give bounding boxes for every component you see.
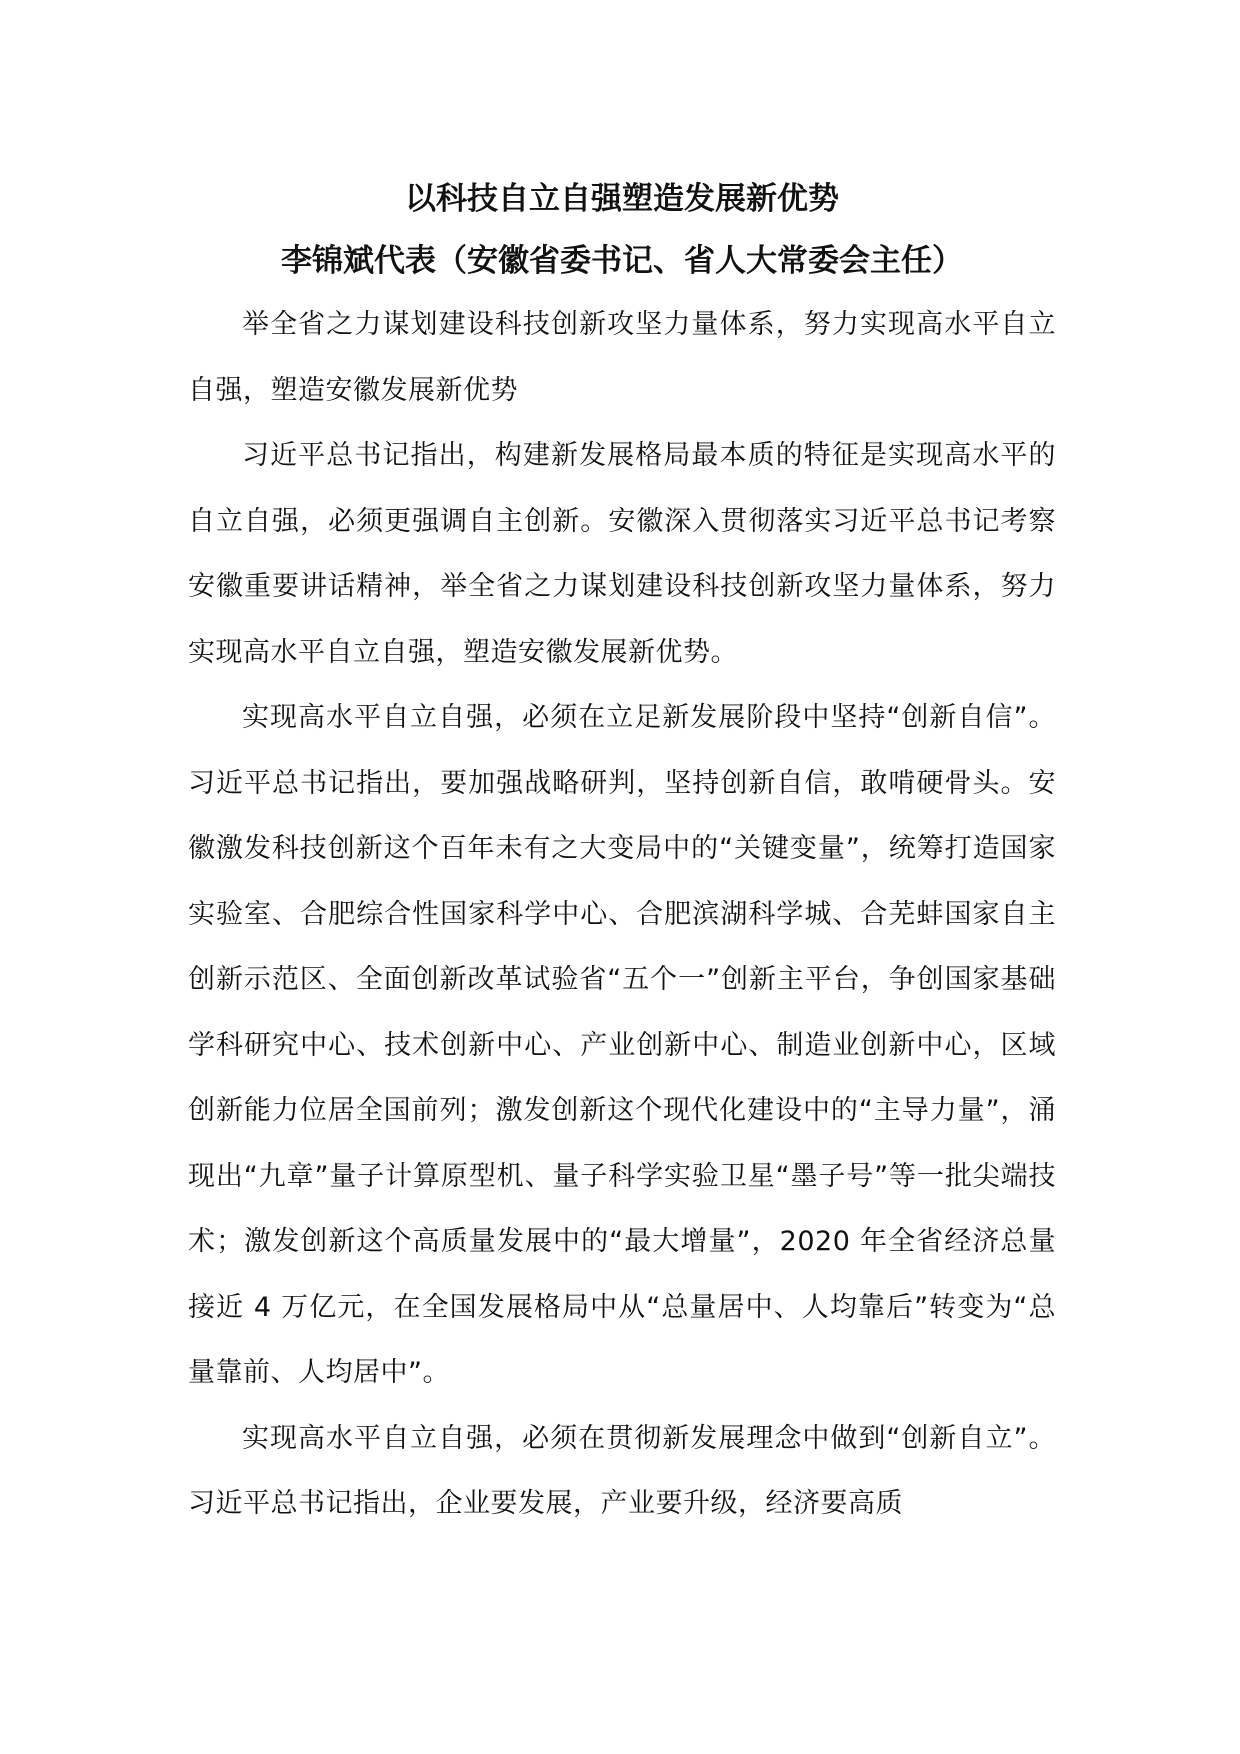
- paragraph-intro: 习近平总书记指出，构建新发展格局最本质的特征是实现高水平的自立自强，必须更强调自主创新。安徽深入贯彻落实习近平总书记考察安徽重要讲话精神，举全省之力谋划建设科技创新攻坚力量体系，努力实现高水平自立自强，塑造安徽发展新优势。: [188, 440, 1056, 668]
- document-subtitle: 李锦斌代表（安徽省委书记、省人大常委会主任）: [281, 243, 963, 279]
- paragraph-lead: 举全省之力谋划建设科技创新攻坚力量体系，努力实现高水平自立自强，塑造安徽发展新优势: [188, 309, 1056, 406]
- paragraph-innovation-confidence: 实现高水平自立自强，必须在立足新发展阶段中坚持“创新自信”。习近平总书记指出，要加强战略研判，坚持创新自信，敢啃硬骨头。安徽激发科技创新这个百年未有之大变局中的“关键变量”，统筹打造国家实验室、合肥综合性国家科学中心、合肥滨湖科学城、合芜蚌国家自主创新示范区、全面创新改革试验省“五个一”创新主平台，争创国家基础学科研究中心、技术创新中心、产业创新中心、制造业创新中心，区域创新能力位居全国前列；激发创新这个现代化建设中的“主导力量”，涌现出“九章”量子计算原型机、量子科学实验卫星“墨子号”等一批尖端技术；激发创新这个高质量发展中的“最大增量”，2020 年全省经济总量接近 4 万亿元，在全国发展格局中从“总量居中、人均靠后”转变为“总量靠前、人均居中”。: [188, 702, 1056, 1388]
- document-title: 以科技自立自强塑造发展新优势: [405, 181, 839, 217]
- paragraph-innovation-independence: 实现高水平自立自强，必须在贯彻新发展理念中做到“创新自立”。习近平总书记指出，企业要发展，产业要升级，经济要高质: [188, 1422, 1056, 1519]
- document-page: [188, 168, 1056, 1537]
